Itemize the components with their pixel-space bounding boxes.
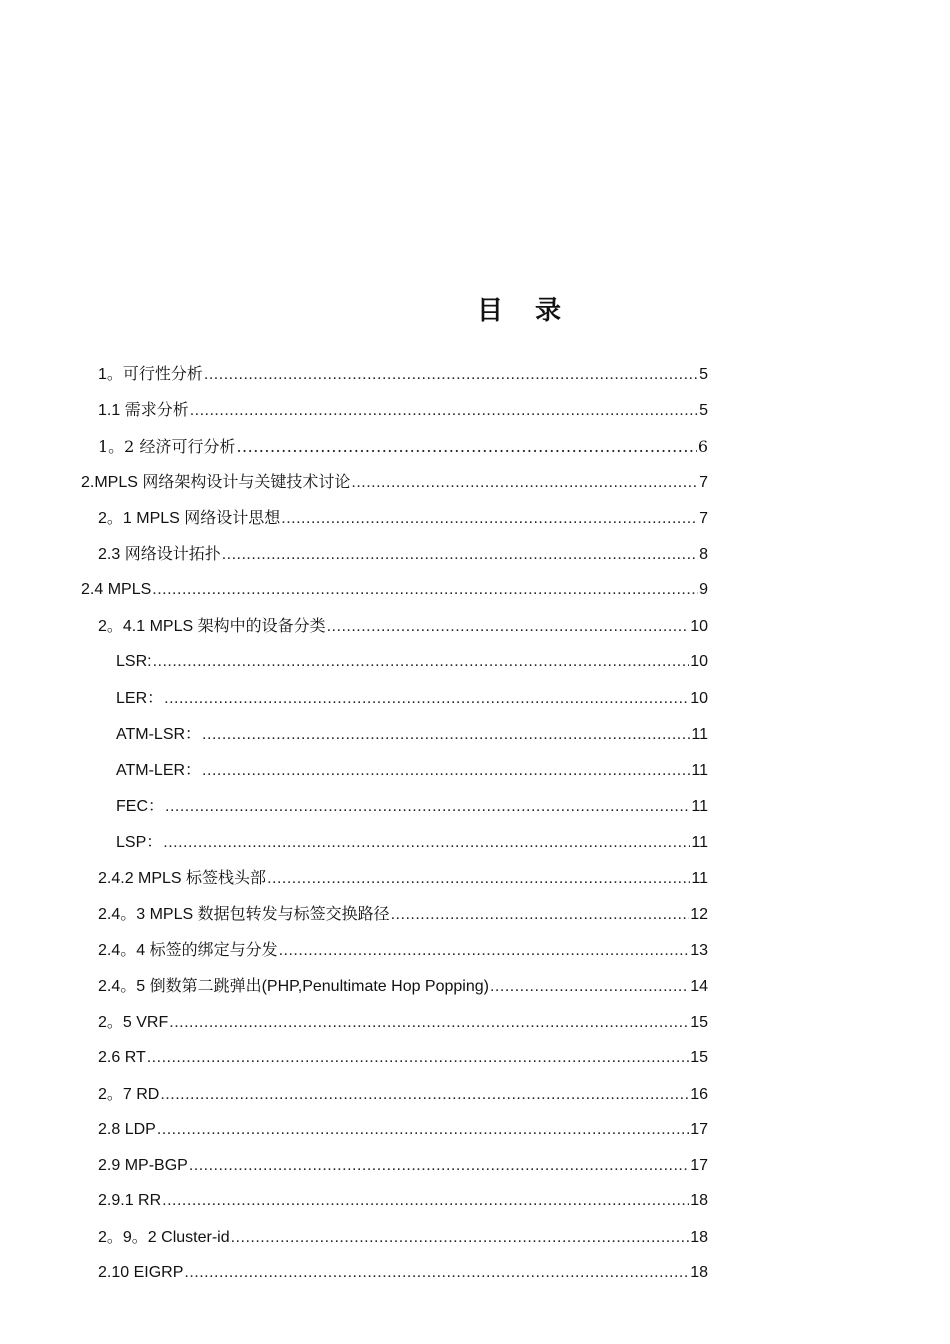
toc-entry-label: 2。4.1 MPLS 架构中的设备分类 (98, 618, 326, 635)
toc-entry[interactable] (98, 544, 708, 566)
toc-entry-page: 11 (691, 726, 708, 743)
toc-entry-page: 7 (699, 474, 708, 491)
toc-entry-page: 9 (699, 581, 708, 598)
toc-entry-label: 2。5 VRF (98, 1014, 169, 1031)
toc-entry[interactable] (98, 904, 708, 926)
toc-entry[interactable] (116, 832, 708, 854)
toc-entry-label: 2.4 MPLS (81, 581, 152, 598)
toc-leader-dots (327, 616, 690, 638)
toc-leader-dots (157, 1119, 689, 1141)
toc-entry-page: 10 (690, 690, 708, 707)
toc-entry-label: 2.4.2 MPLS 标签栈头部 (98, 870, 267, 887)
toc-entry-page: 5 (699, 402, 708, 419)
toc-leader-dots (163, 832, 690, 854)
toc-entry-page: 13 (690, 942, 708, 959)
toc-entry[interactable] (98, 1012, 708, 1034)
toc-entry-label: 2.4。4 标签的绑定与分发 (98, 942, 278, 959)
toc-entry-label: 1。2 经济可行分析 (98, 437, 236, 456)
toc-entry[interactable] (98, 868, 708, 890)
toc-entry-label: LSR: (116, 653, 152, 670)
toc-leader-dots (169, 1012, 689, 1034)
toc-entry-page: 11 (691, 870, 708, 887)
toc-leader-dots (184, 1262, 689, 1284)
toc-leader-dots (162, 1190, 689, 1212)
toc-entry-label: 2.9.1 RR (98, 1192, 162, 1209)
toc-entry-label: 2.4。3 MPLS 数据包转发与标签交换路径 (98, 906, 390, 923)
toc-entry-label: ATM-LSR： (116, 726, 202, 743)
toc-leader-dots (351, 472, 698, 494)
toc-entry-label: 2.10 EIGRP (98, 1264, 184, 1281)
toc-leader-dots (147, 1047, 689, 1069)
toc-entry[interactable] (98, 1047, 708, 1069)
toc-leader-dots (152, 579, 698, 601)
toc-entry-label: LER： (116, 690, 164, 707)
toc-leader-dots (153, 651, 690, 673)
toc-entry-page: 10 (690, 653, 708, 670)
toc-entry-label: 1.1 需求分析 (98, 402, 189, 419)
toc-entry-label: FEC： (116, 798, 165, 815)
toc-leader-dots (222, 544, 698, 566)
toc-leader-dots (279, 940, 690, 962)
toc-entry-page: 15 (690, 1049, 708, 1066)
toc-title-char-1: 目 (476, 296, 505, 326)
toc-leader-dots (190, 400, 698, 422)
toc-entry-label: 2。1 MPLS 网络设计思想 (98, 510, 281, 527)
toc-leader-dots (202, 724, 690, 746)
toc-entry-page: 8 (699, 546, 708, 563)
toc-entry-page: 18 (690, 1264, 708, 1281)
toc-leader-dots (164, 688, 689, 710)
toc-entry[interactable] (98, 1262, 708, 1284)
toc-leader-dots (391, 904, 690, 926)
toc-entry-page: 7 (699, 510, 708, 527)
toc-entry-label: 2。7 RD (98, 1086, 160, 1103)
toc-entry[interactable] (98, 1155, 708, 1177)
toc-entry-page: 6 (697, 437, 708, 456)
toc-entry[interactable] (98, 508, 708, 530)
toc-entry-label: 2.9 MP-BGP (98, 1157, 188, 1174)
toc-entry-label: 2.4。5 倒数第二跳弹出(PHP,Penultimate Hop Popping) (98, 978, 489, 995)
toc-entry-page: 17 (690, 1157, 708, 1174)
toc-entry-page: 17 (690, 1121, 708, 1138)
toc-entry-label: 2.3 网络设计拓扑 (98, 546, 221, 563)
toc-leader-dots (267, 868, 690, 890)
toc-entry-page: 16 (690, 1086, 708, 1103)
toc-leader-dots (189, 1155, 689, 1177)
toc-leader-dots (236, 436, 696, 458)
toc-entry-page: 18 (690, 1192, 708, 1209)
toc-entry[interactable] (98, 1227, 708, 1249)
toc-entry[interactable] (98, 940, 708, 962)
toc-entry-page: 18 (690, 1229, 708, 1246)
toc-entry-page: 14 (690, 978, 708, 995)
toc-entry-label: 1。可行性分析 (98, 366, 203, 383)
toc-entry-page: 11 (691, 762, 708, 779)
toc-entry-page: 12 (690, 906, 708, 923)
toc-entry-label: 2.8 LDP (98, 1121, 156, 1138)
toc-title-char-2: 录 (535, 296, 564, 326)
toc-entry[interactable] (116, 760, 708, 782)
toc-entry[interactable] (81, 579, 708, 601)
toc-leader-dots (204, 364, 698, 386)
toc-entry-label: 2.6 RT (98, 1049, 146, 1066)
toc-entry[interactable] (116, 724, 708, 746)
toc-entry[interactable] (116, 796, 708, 818)
toc-entry[interactable] (98, 616, 708, 638)
toc-entry[interactable] (98, 436, 708, 458)
toc-entry[interactable] (98, 364, 708, 386)
toc-entry[interactable] (116, 688, 708, 710)
toc-leader-dots (490, 976, 689, 998)
toc-entry-label: LSP： (116, 834, 163, 851)
toc-entry-label: 2。9。2 Cluster-id (98, 1229, 230, 1246)
toc-entry[interactable] (98, 1119, 708, 1141)
toc-entry[interactable] (116, 651, 708, 673)
toc-entry-page: 5 (699, 366, 708, 383)
toc-leader-dots (202, 760, 690, 782)
toc-entry-page: 11 (691, 834, 708, 851)
toc-entry[interactable] (98, 1084, 708, 1106)
toc-entry-page: 10 (690, 618, 708, 635)
toc-leader-dots (165, 796, 690, 818)
toc-entry-label: ATM-LER： (116, 762, 202, 779)
toc-entry-label: 2.MPLS 网络架构设计与关键技术讨论 (81, 474, 351, 491)
toc-entry[interactable] (81, 472, 708, 494)
toc-entry-page: 15 (690, 1014, 708, 1031)
toc-leader-dots (160, 1084, 689, 1106)
toc-entry[interactable] (98, 400, 708, 422)
toc-leader-dots (231, 1227, 690, 1249)
toc-entry[interactable] (98, 1190, 708, 1212)
toc-entry-page: 11 (691, 798, 708, 815)
toc-leader-dots (281, 508, 698, 530)
toc-entry[interactable] (98, 976, 708, 998)
